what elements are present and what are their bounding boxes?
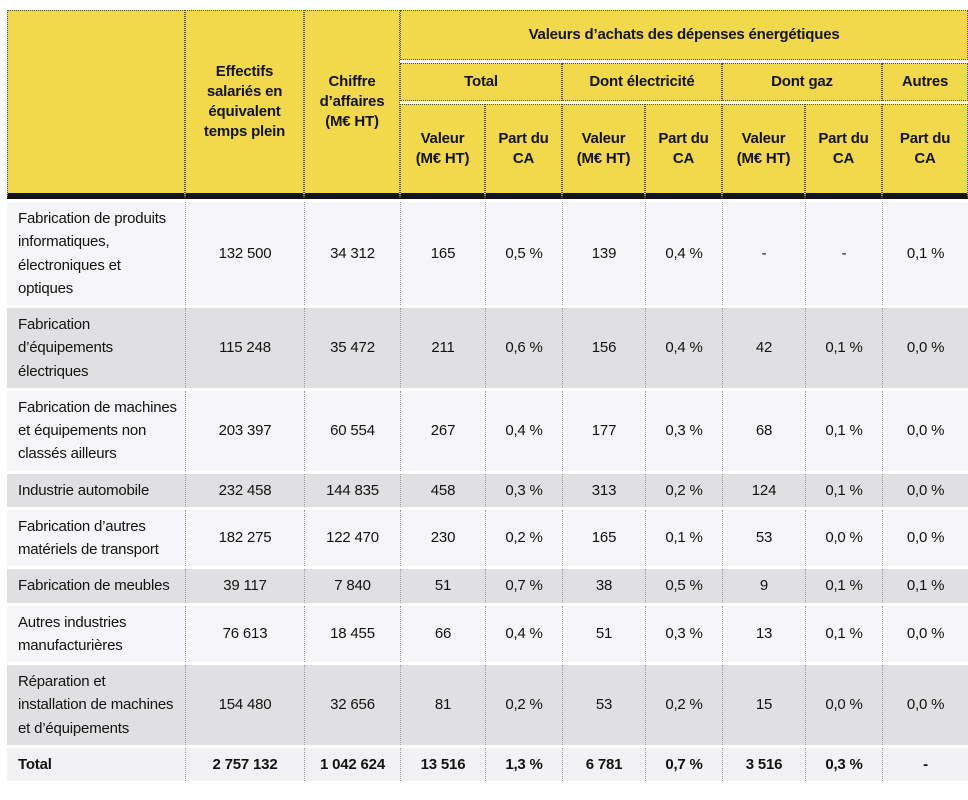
table-cell: 1 042 624 <box>304 748 400 781</box>
table-cell: 76 613 <box>185 606 304 663</box>
header-group-gaz: Dont gaz <box>722 63 882 101</box>
table-row <box>7 202 968 305</box>
header-row-groups <box>7 10 968 60</box>
table-cell: 0,1 % <box>805 474 882 507</box>
table-row <box>7 606 968 663</box>
table-cell: 156 <box>562 308 645 388</box>
header-elec-part-ca: Part du CA <box>645 104 722 199</box>
header-group-title: Valeurs d’achats des dépenses énergétiques <box>400 10 968 60</box>
table-cell: 0,2 % <box>645 665 722 745</box>
table-cell: 60 554 <box>304 391 400 471</box>
table-cell: 154 480 <box>185 665 304 745</box>
table-cell: 211 <box>400 308 485 388</box>
table-cell: 122 470 <box>304 510 400 567</box>
table-cell: 144 835 <box>304 474 400 507</box>
table-cell: 0,0 % <box>805 510 882 567</box>
table-cell: 0,0 % <box>882 665 968 745</box>
table-cell: 0,2 % <box>485 665 562 745</box>
table-cell: 81 <box>400 665 485 745</box>
table-cell: 0,1 % <box>882 202 968 305</box>
table-cell: 0,0 % <box>882 510 968 567</box>
table-cell: 15 <box>722 665 805 745</box>
table-cell: 0,4 % <box>645 308 722 388</box>
table-cell: 39 117 <box>185 569 304 602</box>
table-cell: - <box>805 202 882 305</box>
table-cell: 0,5 % <box>645 569 722 602</box>
table-cell: 53 <box>562 665 645 745</box>
table-cell: 182 275 <box>185 510 304 567</box>
row-label: Fabrication de produits informatiques, électroniques et optiques <box>7 202 185 305</box>
row-label: Fabrication de machines et équipements non classés ailleurs <box>7 391 185 471</box>
table-cell: 42 <box>722 308 805 388</box>
table-cell: 0,2 % <box>645 474 722 507</box>
table-cell: 35 472 <box>304 308 400 388</box>
table-cell: 0,3 % <box>805 748 882 781</box>
total-row <box>7 748 968 781</box>
table-cell: 0,1 % <box>805 391 882 471</box>
table-cell: 177 <box>562 391 645 471</box>
table-cell: 51 <box>400 569 485 602</box>
table-cell: - <box>722 202 805 305</box>
table-cell: 165 <box>400 202 485 305</box>
table-cell: 0,6 % <box>485 308 562 388</box>
row-label: Total <box>7 748 185 781</box>
table-cell: 115 248 <box>185 308 304 388</box>
table-cell: 0,0 % <box>882 474 968 507</box>
table-cell: 13 516 <box>400 748 485 781</box>
header-group-electricite: Dont électricité <box>562 63 722 101</box>
table-header <box>7 10 968 199</box>
table-cell: 0,3 % <box>645 606 722 663</box>
row-label: Autres industries manufacturières <box>7 606 185 663</box>
header-autres-part-ca: Part du CA <box>882 104 968 199</box>
header-elec-valeur: Valeur (M€ HT) <box>562 104 645 199</box>
table-cell: 0,7 % <box>485 569 562 602</box>
table-cell: 3 516 <box>722 748 805 781</box>
table-cell: 313 <box>562 474 645 507</box>
table-cell: 0,0 % <box>882 606 968 663</box>
table-cell: 51 <box>562 606 645 663</box>
table-cell: 0,1 % <box>805 606 882 663</box>
table-cell: 0,1 % <box>645 510 722 567</box>
table-cell: 139 <box>562 202 645 305</box>
table-row <box>7 474 968 507</box>
table-row <box>7 510 968 567</box>
table-cell: 267 <box>400 391 485 471</box>
row-label: Réparation et installation de machines et d’équipements <box>7 665 185 745</box>
header-gaz-valeur: Valeur (M€ HT) <box>722 104 805 199</box>
row-label: Fabrication d’autres matériels de transport <box>7 510 185 567</box>
table-cell: 0,0 % <box>882 391 968 471</box>
header-chiffre-affaires: Chiffre d’affaires (M€ HT) <box>304 10 400 199</box>
table-cell: 132 500 <box>185 202 304 305</box>
table-cell: 32 656 <box>304 665 400 745</box>
header-effectifs: Effectifs salariés en équivalent temps plein <box>185 10 304 199</box>
header-group-autres: Autres <box>882 63 968 101</box>
table-cell: 0,0 % <box>882 308 968 388</box>
table-cell: 13 <box>722 606 805 663</box>
table-cell: 66 <box>400 606 485 663</box>
table-cell: 232 458 <box>185 474 304 507</box>
table-cell: 0,1 % <box>882 569 968 602</box>
table-row <box>7 665 968 745</box>
header-gaz-part-ca: Part du CA <box>805 104 882 199</box>
header-total-valeur: Valeur (M€ HT) <box>400 104 485 199</box>
table-cell: 0,5 % <box>485 202 562 305</box>
table-cell: 0,4 % <box>485 606 562 663</box>
table-cell: 0,0 % <box>805 665 882 745</box>
table-cell: 2 757 132 <box>185 748 304 781</box>
table-row <box>7 308 968 388</box>
table-cell: 0,2 % <box>485 510 562 567</box>
table-cell: - <box>882 748 968 781</box>
table-row <box>7 569 968 602</box>
table-cell: 9 <box>722 569 805 602</box>
table-cell: 0,1 % <box>805 569 882 602</box>
table-cell: 458 <box>400 474 485 507</box>
row-label: Fabrication de meubles <box>7 569 185 602</box>
table-body <box>7 202 968 781</box>
energy-expense-table <box>7 7 968 784</box>
table-cell: 34 312 <box>304 202 400 305</box>
table-cell: 68 <box>722 391 805 471</box>
row-label: Industrie automobile <box>7 474 185 507</box>
table-cell: 18 455 <box>304 606 400 663</box>
table-cell: 124 <box>722 474 805 507</box>
table-cell: 1,3 % <box>485 748 562 781</box>
table-row <box>7 391 968 471</box>
table-cell: 0,3 % <box>645 391 722 471</box>
table-cell: 0,4 % <box>645 202 722 305</box>
header-corner-cell <box>7 10 185 199</box>
table-cell: 53 <box>722 510 805 567</box>
table-cell: 230 <box>400 510 485 567</box>
table-cell: 38 <box>562 569 645 602</box>
table-cell: 0,7 % <box>645 748 722 781</box>
table-cell: 203 397 <box>185 391 304 471</box>
table-cell: 0,3 % <box>485 474 562 507</box>
table-cell: 0,4 % <box>485 391 562 471</box>
row-label: Fabrication d’équipements électriques <box>7 308 185 388</box>
table-cell: 0,1 % <box>805 308 882 388</box>
table-cell: 165 <box>562 510 645 567</box>
header-total-part-ca: Part du CA <box>485 104 562 199</box>
table-cell: 7 840 <box>304 569 400 602</box>
header-group-total: Total <box>400 63 562 101</box>
table-cell: 6 781 <box>562 748 645 781</box>
